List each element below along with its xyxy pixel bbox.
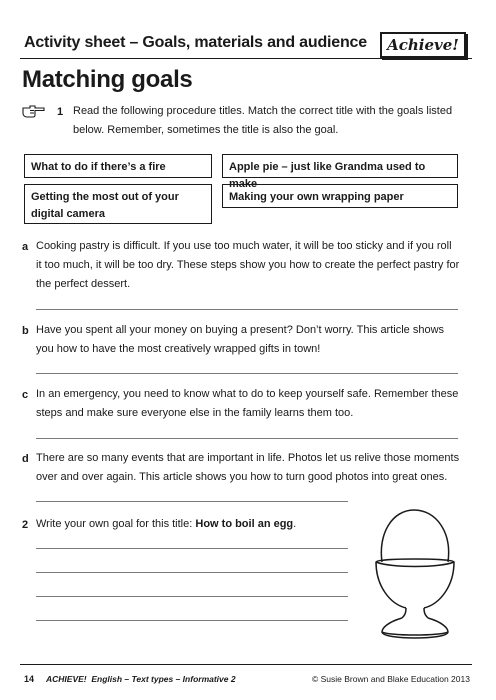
goal-c-letter: c	[22, 389, 29, 401]
goal-c-line2: steps and make sure everyone else in the family learns them too.	[36, 407, 354, 419]
footer-subtitle: English – Text types – Informative 2	[91, 674, 236, 684]
footer-rule	[20, 664, 472, 665]
pointing-hand-icon	[22, 104, 46, 118]
question-2-prompt: Write your own goal for this title:	[36, 518, 196, 530]
footer-copyright: © Susie Brown and Blake Education 2013	[312, 674, 470, 684]
header-rule	[20, 58, 472, 59]
answer-line-c[interactable]	[36, 438, 458, 439]
goal-a-line3: the perfect dessert.	[36, 278, 131, 290]
answer-line-d[interactable]	[36, 501, 348, 502]
title-apple-pie: Apple pie – just like Grandma used to make	[229, 161, 426, 190]
footer-book	[46, 674, 236, 684]
page-title: Matching goals	[22, 66, 193, 93]
question-1-number: 1	[57, 106, 64, 118]
footer-book-name: ACHIEVE!	[46, 674, 87, 684]
goal-a-letter: a	[22, 241, 29, 253]
answer-line-q2-4[interactable]	[36, 620, 348, 621]
footer-page-number: 14	[24, 674, 35, 684]
goal-a-line1: Cooking pastry is difficult. If you use too much water, it will be too sticky and if you roll	[36, 240, 452, 252]
question-2-end: .	[293, 518, 297, 530]
question-2-title: How to boil an egg	[195, 518, 294, 530]
goal-a-line2: it too much, it will be too dry. These steps show you how to create the perfect pastry for	[36, 259, 460, 271]
answer-line-q2-3[interactable]	[36, 596, 348, 597]
title-wrapping-paper: Making your own wrapping paper	[229, 191, 404, 203]
egg-cup-illustration	[368, 504, 464, 646]
goal-c-line1: In an emergency, you need to know what to do to keep yourself safe. Remember these	[36, 388, 459, 400]
goal-b-line2: you how to have the most creatively wrapped gifts in town!	[36, 343, 321, 355]
header-title: Activity sheet – Goals, materials and audience	[24, 34, 367, 51]
answer-line-q2-2[interactable]	[36, 572, 348, 573]
question-2-number: 2	[22, 519, 29, 531]
goal-b-line1: Have you spent all your money on buying a present? Don’t worry. This article shows	[36, 324, 445, 336]
brand-logo: Achieve!	[380, 32, 466, 58]
question-1-text-line1: Read the following procedure titles. Match the correct title with the goals listed	[73, 105, 453, 117]
title-box-fire	[24, 154, 212, 178]
goal-d-line1: There are so many events that are important in life. Photos let us relive those moments	[36, 452, 460, 464]
question-1-text-line2: below. Remember, sometimes the title is also the goal.	[73, 124, 339, 136]
title-digital-camera-line2: digital camera	[31, 208, 105, 220]
answer-line-b[interactable]	[36, 373, 458, 374]
title-box-wrapping-paper	[222, 184, 458, 208]
goal-d-letter: d	[22, 453, 29, 465]
title-box-apple-pie	[222, 154, 458, 190]
goal-d-line2: over and over again. This article shows you how to turn good photos into great ones.	[36, 471, 448, 483]
title-fire: What to do if there’s a fire	[31, 161, 166, 173]
answer-line-q2-1[interactable]	[36, 548, 348, 549]
question-2-text	[36, 515, 296, 534]
title-digital-camera-line1: Getting the most out of your	[31, 191, 179, 203]
title-box-digital-camera	[24, 184, 212, 224]
answer-line-a[interactable]	[36, 309, 458, 310]
goal-b-letter: b	[22, 325, 29, 337]
